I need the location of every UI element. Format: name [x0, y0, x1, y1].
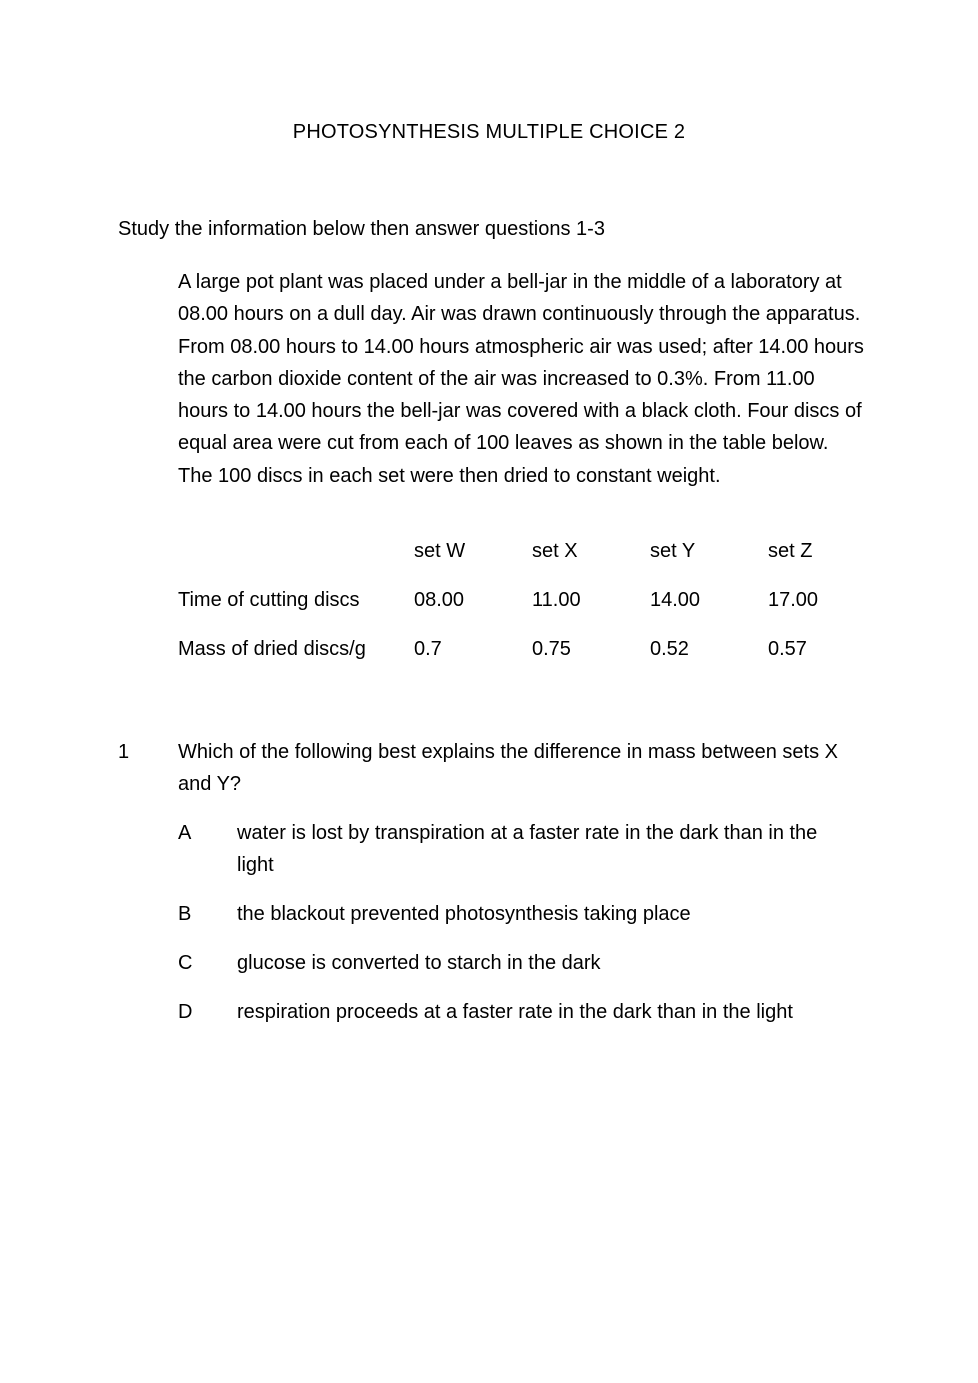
option-text: respiration proceeds at a faster rate in the dark than in the light	[237, 1000, 793, 1023]
table-cell: 11.00	[532, 589, 581, 611]
row-label: Time of cutting discs	[178, 589, 360, 611]
option-text: water is lost by transpiration at a faster rate in the dark than in the light	[237, 822, 818, 877]
table-cell: 14.00	[650, 589, 701, 611]
row-label: Mass of dried discs/g	[178, 638, 366, 660]
table-cell: 08.00	[414, 589, 465, 611]
option-d[interactable]	[178, 996, 858, 1028]
table-header-cell: set X	[532, 540, 578, 562]
page-title: PHOTOSYNTHESIS MULTIPLE CHOICE 2	[292, 121, 686, 143]
table-cell: 0.75	[532, 638, 571, 660]
table-header-cell: set W	[414, 540, 466, 562]
table-cell: 0.7	[414, 638, 442, 660]
instructions: Study the information below then answer questions 1-3	[118, 218, 605, 240]
option-text: the blackout prevented photosynthesis taking place	[237, 903, 691, 926]
table-header-cell: set Z	[768, 540, 813, 562]
table-header-cell: set Y	[650, 540, 696, 562]
option-letter: C	[178, 951, 193, 974]
table-row	[178, 589, 886, 638]
option-letter: D	[178, 1000, 193, 1023]
question-text: Which of the following best explains the difference in mass between sets X and Y?	[178, 741, 838, 796]
option-letter: A	[178, 822, 192, 844]
option-text: glucose is converted to starch in the dark	[237, 951, 601, 974]
option-c[interactable]	[178, 947, 858, 979]
experiment-passage: A large pot plant was placed under a bell-jar in the middle of a laboratory at 08.00 hours on a dull day. Air was drawn continuously through the apparatus. From 08.00 hours to 14.00 hours atmospheric air was used; after 14.00 hours the carbon dioxide content of the air was increased to 0.3%. From 11.00 hours to 14.00 hours the bell-jar was covered with a black cloth. Four discs of equal area were cut from each of 100 leaves as shown in the table below. The 100 discs in each set were then dried to constant weight.	[178, 271, 864, 487]
option-b[interactable]	[178, 898, 858, 930]
results-table	[178, 540, 886, 687]
table-cell: 0.52	[650, 638, 689, 660]
question-number: 1	[118, 741, 130, 763]
table-header-cell	[178, 540, 414, 589]
table-cell: 0.57	[768, 638, 807, 660]
table-header-row	[178, 540, 886, 589]
option-letter: B	[178, 903, 192, 926]
table-row	[178, 638, 886, 687]
table-cell: 17.00	[768, 589, 819, 611]
option-a[interactable]	[178, 817, 858, 882]
answer-options	[178, 817, 858, 1044]
